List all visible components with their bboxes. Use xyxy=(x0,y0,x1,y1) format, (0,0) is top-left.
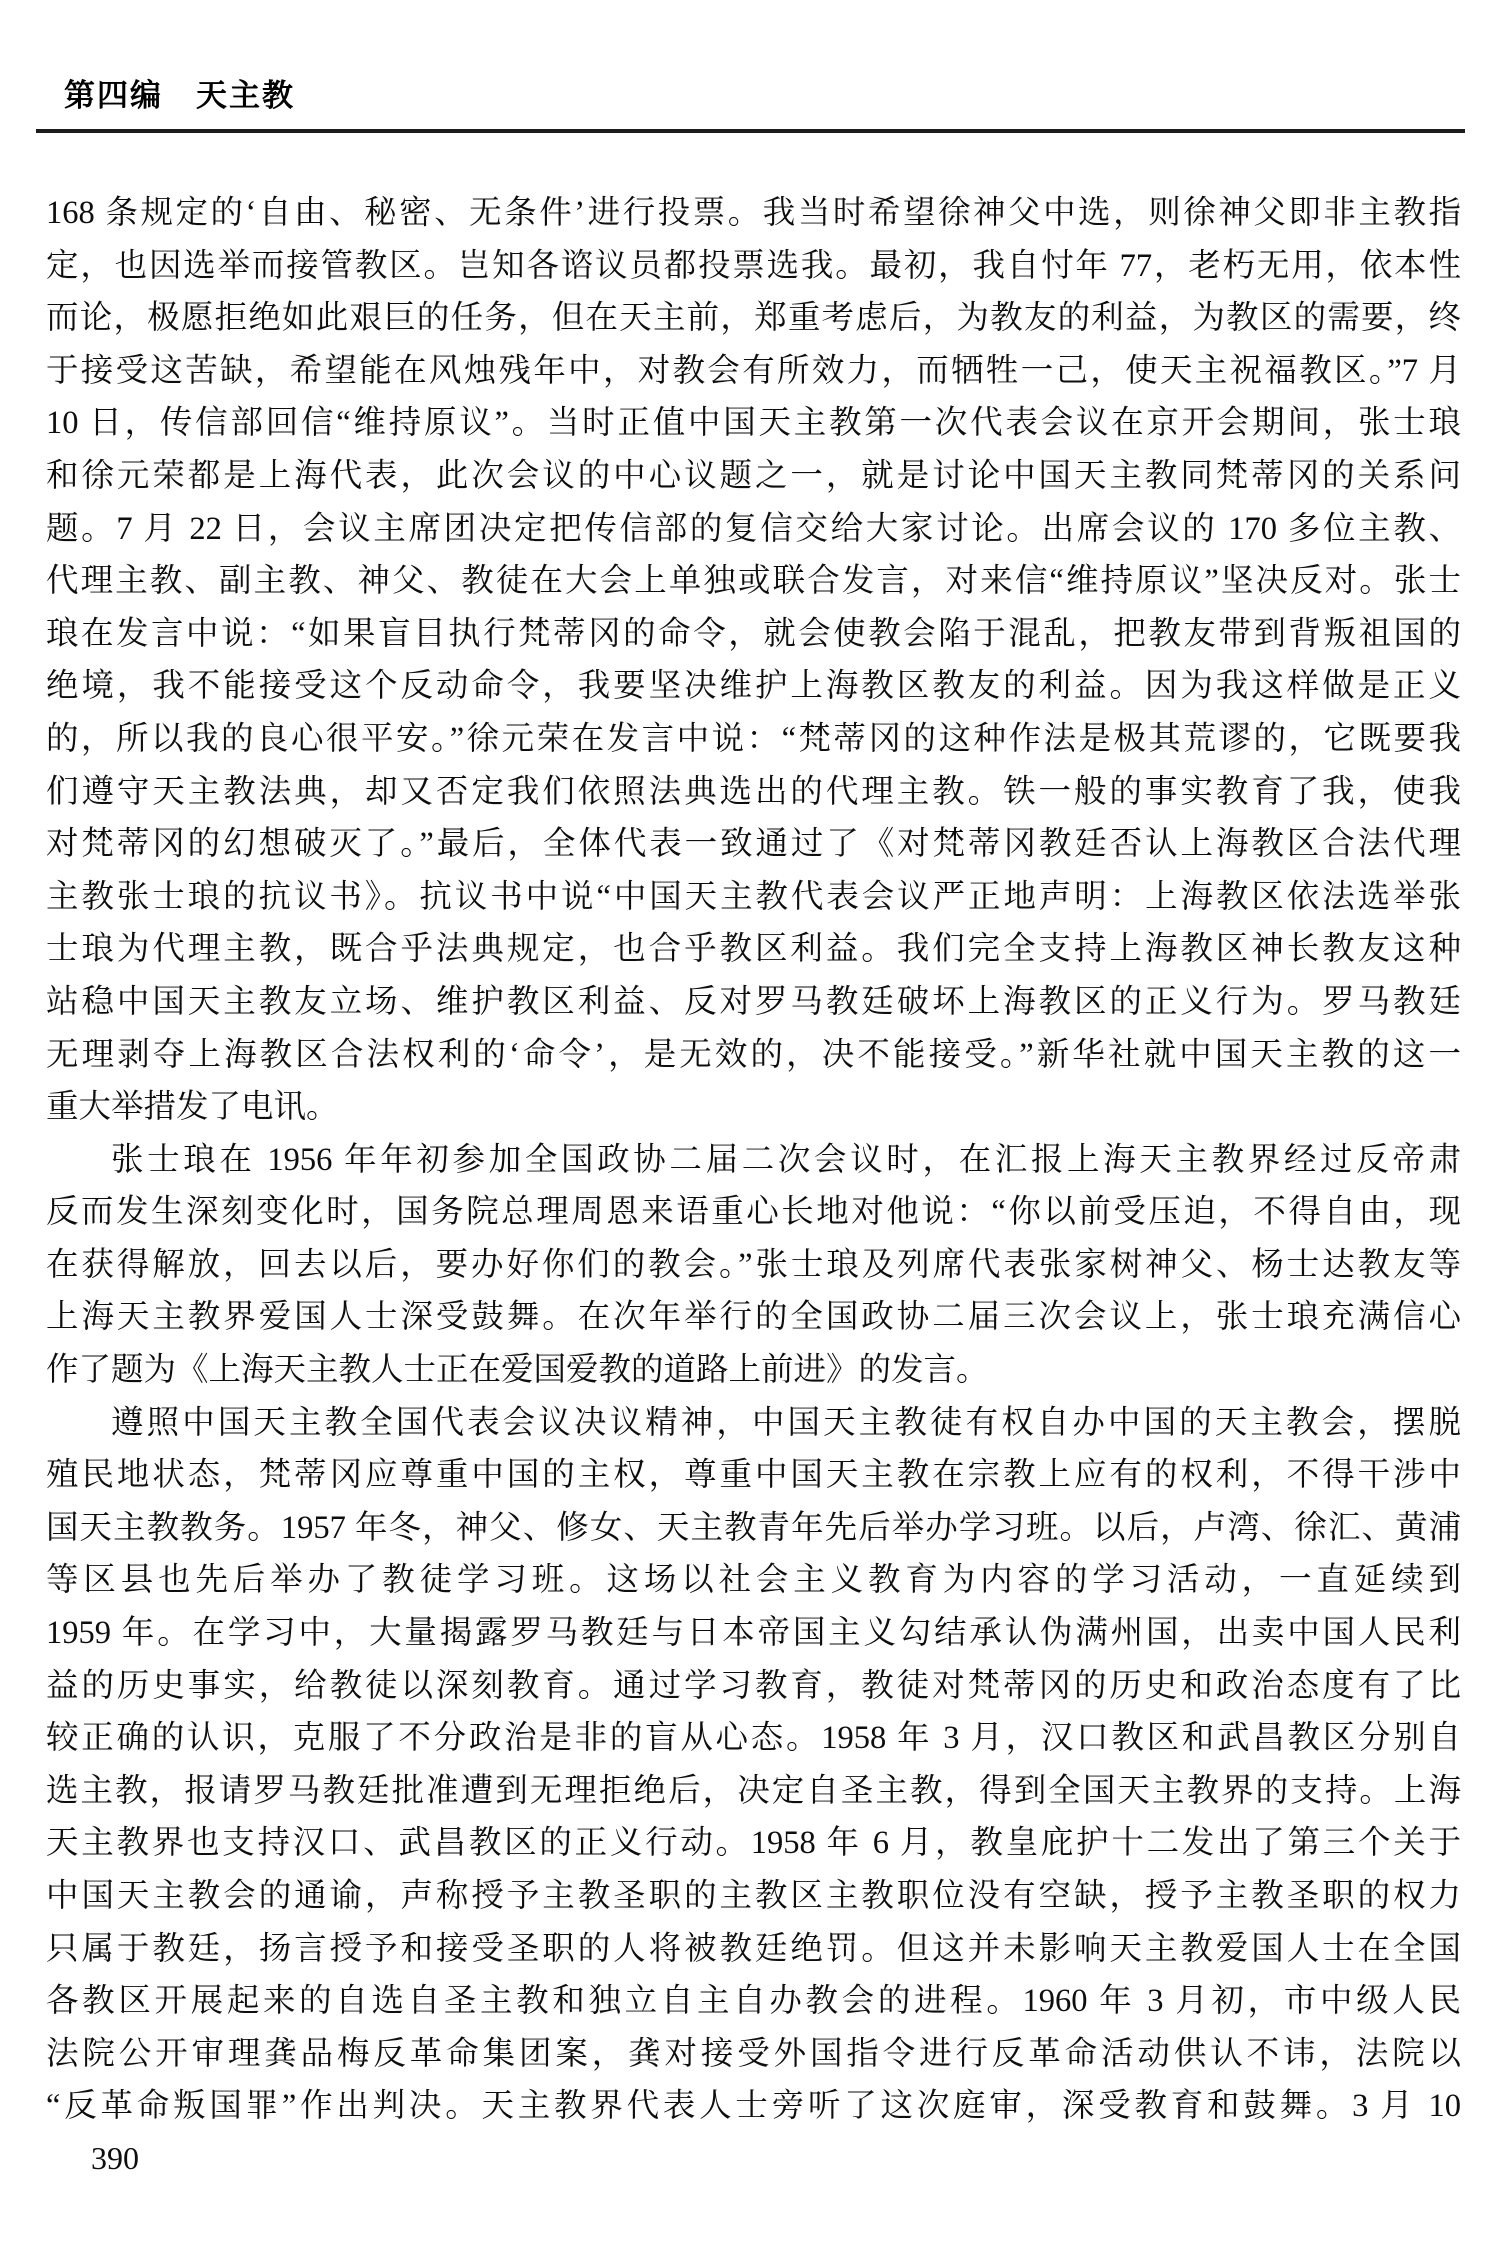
text-line: 站稳中国天主教友立场、维护教区利益、反对罗马教廷破坏上海教区的正义行为。罗马教廷 xyxy=(46,983,1461,1020)
text-line: 题。7 月 22 日，会议主席团决定把传信部的复信交给大家讨论。出席会议的 170 多位主教、 xyxy=(46,510,1461,547)
text-line: 1959 年。在学习中，大量揭露罗马教廷与日本帝国主义勾结承认伪满州国，出卖中国人民利 xyxy=(46,1615,1461,1652)
text-line: 只属于教廷，扬言授予和接受圣职的人将被教廷绝罚。但这并未影响天主教爱国人士在全国 xyxy=(46,1930,1461,1967)
text-line: 中国天主教会的通谕，声称授予主教圣职的主教区主教职位没有空缺，授予主教圣职的权力 xyxy=(46,1878,1461,1914)
text-line: 们遵守天主教法典，却又否定我们依照法典选出的代理主教。铁一般的事实教育了我，使我 xyxy=(46,773,1461,810)
text-line: 定，也因选举而接管教区。岂知各谘议员都投票选我。最初，我自忖年 77，老朽无用，依本性 xyxy=(46,247,1461,284)
text-line: 无理剥夺上海教区合法权利的‘命令’，是无效的，决不能接受。”新华社就中国天主教的这一 xyxy=(46,1036,1461,1073)
text-line: 作了题为《上海天主教人士正在爱国爱教的道路上前进》的发言。 xyxy=(46,1352,989,1389)
text-line: 殖民地状态，梵蒂冈应尊重中国的主权，尊重中国天主教在宗教上应有的权利，不得干涉中 xyxy=(46,1457,1461,1494)
text-line: 于接受这苦缺，希望能在风烛残年中，对教会有所效力，而牺牲一己，使天主祝福教区。”7 月 xyxy=(46,352,1461,389)
text-line: 主教张士琅的抗议书》。抗议书中说“中国天主教代表会议严正地声明：上海教区依法选举张 xyxy=(46,878,1461,915)
page-header xyxy=(46,78,1461,133)
text-line: 选主教，报请罗马教廷批准遭到无理拒绝后，决定自圣主教，得到全国天主教界的支持。上海 xyxy=(46,1772,1461,1809)
body-text xyxy=(46,187,1461,2133)
page-number: 390 xyxy=(91,2139,139,2176)
text-line: 代理主教、副主教、神父、教徒在大会上单独或联合发言，对来信“维持原议”坚决反对。张士 xyxy=(46,563,1461,600)
text-line: “反革命叛国罪”作出判决。天主教界代表人士旁听了这次庭审，深受教育和鼓舞。3 月 10 xyxy=(46,2088,1461,2125)
text-line: 各教区开展起来的自选自圣主教和独立自主自办教会的进程。1960 年 3 月初，市中级人民 xyxy=(46,1983,1461,2020)
text-line: 法院公开审理龚品梅反革命集团案，龚对接受外国指令进行反革命活动供认不讳，法院以 xyxy=(46,2035,1461,2072)
text-line: 士琅为代理主教，既合乎法典规定，也合乎教区利益。我们完全支持上海教区神长教友这种 xyxy=(46,931,1461,968)
text-line: 和徐元荣都是上海代表，此次会议的中心议题之一，就是讨论中国天主教同梵蒂冈的关系问 xyxy=(46,457,1461,494)
text-line: 的，所以我的良心很平安。”徐元荣在发言中说：“梵蒂冈的这种作法是极其荒谬的，它既要我 xyxy=(46,720,1461,757)
text-line: 国天主教教务。1957 年冬，神父、修女、天主教青年先后举办学习班。以后，卢湾、徐汇、黄浦 xyxy=(46,1509,1461,1546)
text-line: 在获得解放，回去以后，要办好你们的教会。”张士琅及列席代表张家树神父、杨士达教友等 xyxy=(46,1246,1461,1283)
text-line: 重大举措发了电讯。 xyxy=(46,1089,339,1126)
text-line: 反而发生深刻变化时，国务院总理周恩来语重心长地对他说：“你以前受压迫，不得自由，现 xyxy=(46,1194,1461,1231)
text-line: 对梵蒂冈的幻想破灭了。”最后，全体代表一致通过了《对梵蒂冈教廷否认上海教区合法代理 xyxy=(46,826,1461,863)
header-rule xyxy=(36,129,1465,133)
text-line: 上海天主教界爱国人士深受鼓舞。在次年举行的全国政协二届三次会议上，张士琅充满信心 xyxy=(46,1299,1461,1336)
running-header: 第四编 天主教 xyxy=(64,78,295,113)
text-line: 而论，极愿拒绝如此艰巨的任务，但在天主前，郑重考虑后，为教友的利益，为教区的需要，终 xyxy=(46,300,1461,337)
text-line: 绝境，我不能接受这个反动命令，我要坚决维护上海教区教友的利益。因为我这样做是正义 xyxy=(46,668,1461,705)
text-line: 较正确的认识，克服了不分政治是非的盲从心态。1958 年 3 月，汉口教区和武昌教区分别自 xyxy=(46,1720,1461,1757)
text-line: 益的历史事实，给教徒以深刻教育。通过学习教育，教徒对梵蒂冈的历史和政治态度有了比 xyxy=(46,1667,1461,1704)
text-line: 张士琅在 1956 年年初参加全国政协二届二次会议时，在汇报上海天主教界经过反帝肃 xyxy=(111,1141,1461,1178)
text-line: 琅在发言中说：“如果盲目执行梵蒂冈的命令，就会使教会陷于混乱，把教友带到背叛祖国的 xyxy=(46,615,1461,652)
text-line: 168 条规定的‘自由、秘密、无条件’进行投票。我当时希望徐神父中选，则徐神父即非主教指 xyxy=(46,195,1461,231)
text-line: 10 日，传信部回信“维持原议”。当时正值中国天主教第一次代表会议在京开会期间，张士琅 xyxy=(46,405,1461,442)
text-line: 遵照中国天主教全国代表会议决议精神，中国天主教徒有权自办中国的天主教会，摆脱 xyxy=(111,1404,1461,1441)
text-line: 等区县也先后举办了教徒学习班。这场以社会主义教育为内容的学习活动，一直延续到 xyxy=(46,1562,1461,1599)
text-line: 天主教界也支持汉口、武昌教区的正义行动。1958 年 6 月，教皇庇护十二发出了第三个关于 xyxy=(46,1825,1461,1862)
